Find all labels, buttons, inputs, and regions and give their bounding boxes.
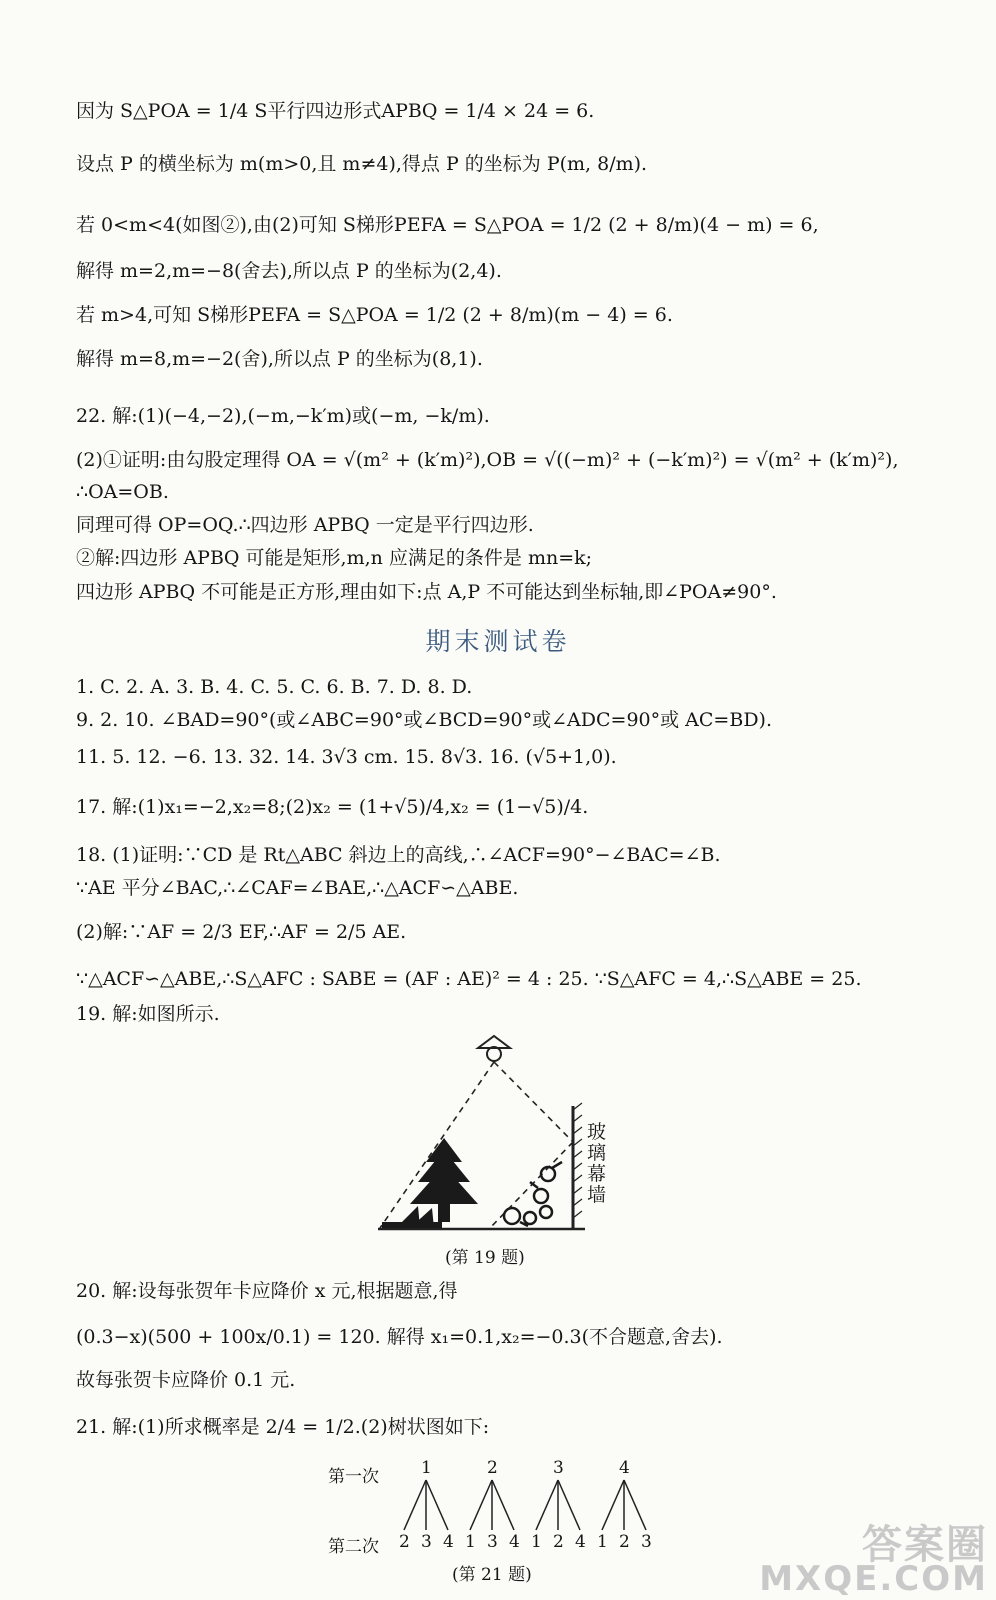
tree-leaf: 4 (575, 1532, 586, 1552)
figure-21-caption: (第 21 题) (452, 1565, 532, 1585)
tree-leaf: 2 (399, 1532, 410, 1552)
tree-node: 3 (553, 1458, 564, 1478)
answer-line: 21. 解:(1)所求概率是 2/4 = 1/2.(2)树状图如下: (76, 1416, 490, 1438)
wall-label: 玻璃幕墙 (587, 1121, 607, 1206)
tree-icon (382, 1138, 478, 1228)
glass-wall (573, 1103, 582, 1229)
light-ray-lines (380, 1062, 573, 1228)
answer-line: 18. (1)证明:∵CD 是 Rt△ABC 斜边上的高线,∴∠ACF=90°−∠BAC=∠B. (76, 844, 721, 866)
tree-leaf: 2 (619, 1532, 630, 1552)
tree-leaf: 3 (421, 1532, 432, 1552)
tree-leaf: 1 (465, 1532, 476, 1552)
tree-leaf: 4 (509, 1532, 520, 1552)
answer-line: 故每张贺卡应降价 0.1 元. (76, 1369, 296, 1391)
text-line: 因为 S△POA = 1/4 S平行四边形式APBQ = 1/4 × 24 = 6. (76, 100, 595, 122)
tree-row2-label: 第二次 (328, 1537, 379, 1557)
text-line: 若 m>4,可知 S梯形PEFA = S△POA = 1/2 (2 + 8/m)(m − 4) = 6. (76, 304, 673, 326)
watermark (759, 1522, 988, 1599)
answer-line: (2)解:∵AF = 2/3 EF,∴AF = 2/5 AE. (76, 921, 407, 943)
text-line: 若 0<m<4(如图②),由(2)可知 S梯形PEFA = S△POA = 1/2 (2 + 8/m)(4 − m) = 6, (76, 214, 819, 236)
text-line: 解得 m=2,m=−8(舍去),所以点 P 的坐标为(2,4). (76, 260, 502, 282)
lamp-icon (478, 1036, 510, 1061)
tree-leaf: 1 (531, 1532, 542, 1552)
text-line: 22. 解:(1)(−4,−2),(−m,−k′m)或(−m, −k/m). (76, 405, 490, 427)
tree-leaf: 3 (641, 1532, 652, 1552)
answer-line: 11. 5. 12. −6. 13. 32. 14. 3√3 cm. 15. 8√3. 16. (√5+1,0). (76, 746, 617, 768)
answer-line: 1. C. 2. A. 3. B. 4. C. 5. C. 6. B. 7. D. 8. D. (76, 676, 473, 698)
watermark-url: MXQE.COM (759, 1559, 988, 1599)
answer-line: 19. 解:如图所示. (76, 1003, 220, 1025)
watermark-text: 答案圈 (862, 1522, 988, 1568)
answer-line: ∵AE 平分∠BAC,∴∠CAF=∠BAE,∴△ACF∽△ABE. (76, 877, 519, 899)
section-title: 期末测试卷 (425, 627, 571, 656)
text-line: 四边形 APBQ 不可能是正方形,理由如下:点 A,P 不可能达到坐标轴,即∠POA≠90°. (76, 581, 777, 603)
tree-leaf: 4 (443, 1532, 454, 1552)
answer-line: (0.3−x)(500 + 100x/0.1) = 120. 解得 x₁=0.1,x₂=−0.3(不合题意,舍去). (76, 1326, 723, 1348)
tree-leaf: 1 (597, 1532, 608, 1552)
text-line: 设点 P 的横坐标为 m(m>0,且 m≠4),得点 P 的坐标为 P(m, 8/m). (76, 153, 648, 175)
tree-row1-label: 第一次 (328, 1467, 379, 1487)
text-line: 同理可得 OP=OQ.∴四边形 APBQ 一定是平行四边形. (76, 514, 534, 536)
text-line: 解得 m=8,m=−2(舍),所以点 P 的坐标为(8,1). (76, 348, 483, 370)
answer-line: ∵△ACF∽△ABE,∴S△AFC : SABE = (AF : AE)² = 4 : 25. ∵S△AFC = 4,∴S△ABE = 25. (76, 968, 862, 990)
tree-node: 1 (421, 1458, 432, 1478)
tree-node: 2 (487, 1458, 498, 1478)
text-line: ②解:四边形 APBQ 可能是矩形,m,n 应满足的条件是 mn=k; (76, 547, 593, 569)
answer-line: 20. 解:设每张贺年卡应降价 x 元,根据题意,得 (76, 1280, 458, 1302)
text-line: ∴OA=OB. (76, 481, 169, 503)
answer-line: 9. 2. 10. ∠BAD=90°(或∠ABC=90°或∠BCD=90°或∠ADC=90°或 AC=BD). (76, 709, 773, 731)
tree-reflection-icon (504, 1162, 562, 1226)
tree-leaf: 2 (553, 1532, 564, 1552)
answer-line: 17. 解:(1)x₁=−2,x₂=8;(2)x₂ = (1+√5)/4,x₂ = (1−√5)/4. (76, 796, 589, 818)
text-line: (2)①证明:由勾股定理得 OA = √(m² + (k′m)²),OB = √((−m)² + (−k′m)²) = √(m² + (k′m)²), (76, 449, 899, 471)
tree-node: 4 (619, 1458, 630, 1478)
figure-19-caption: (第 19 题) (445, 1248, 525, 1268)
tree-leaf: 3 (487, 1532, 498, 1552)
